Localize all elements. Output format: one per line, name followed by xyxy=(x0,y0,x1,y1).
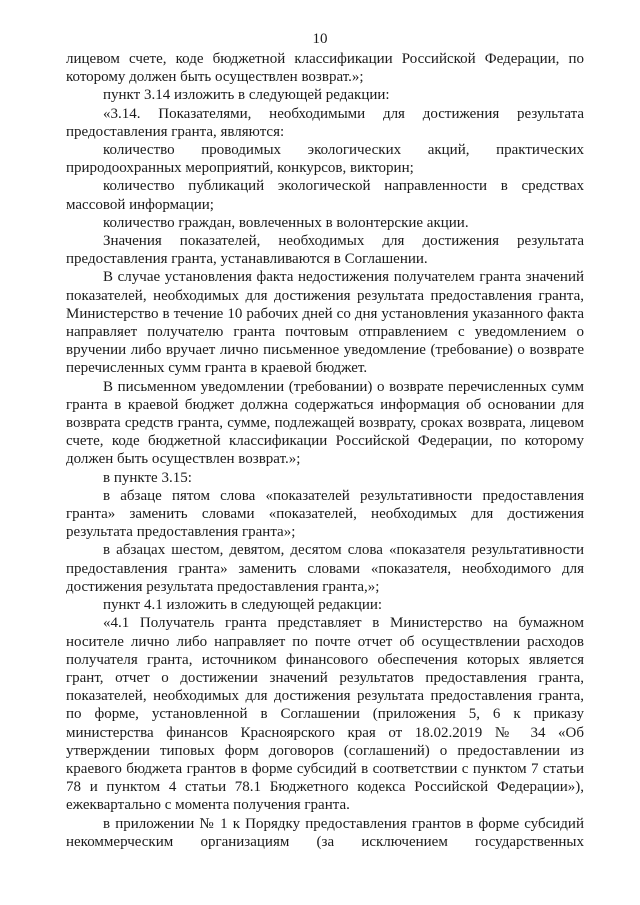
paragraph-7: Значения показателей, необходимых для достижения результата предоставления гранта, устанавливаются в Соглашении. xyxy=(66,233,584,268)
paragraph-6: количество граждан, вовлеченных в волонтерские акции. xyxy=(103,214,469,231)
paragraph-11: в абзаце пятом слова «показателей результативности предоставления гранта» заменить словами «показателей, необходимых для достижения результата предоставления гранта»; xyxy=(66,487,584,541)
page-number: 10 xyxy=(312,31,328,47)
paragraph-14: «4.1 Получатель гранта представляет в Министерство на бумажном носителе лично либо направляет по почте отчет об осуществлении расходов получателя гранта, источником финансового обеспечения которых является грант, отчет о достижении значений результатов предоставления гранта, показателей, необходимых для достижения результата предоставления гранта, по форме, установленной в Соглашении (приложения 5, 6 к приказу министерства финансов Красноярского края от 18.02.2019 № 34 «Об утверждении типовых форм договоров (соглашений) о предоставлении из краевого бюджета грантов в форме субсидий в соответствии с пунктом 7 статьи 78 и пунктом 4 статьи 78.1 Бюджетного кодекса Российской Федерации»), ежеквартально с момента получения гранта. xyxy=(66,615,584,814)
paragraph-15: в приложении № 1 к Порядку предоставления грантов в форме субсидий некоммерческим организациям (за исключением государственных xyxy=(66,815,584,850)
paragraph-10: в пункте 3.15: xyxy=(103,469,192,486)
paragraph-3: «3.14. Показателями, необходимыми для достижения результата предоставления гранта, являются: xyxy=(66,105,584,140)
paragraph-13: пункт 4.1 изложить в следующей редакции: xyxy=(103,597,383,614)
paragraph-4: количество проводимых экологических акций, практических природоохранных мероприятий, конкурсов, викторин; xyxy=(66,142,584,177)
paragraph-1: лицевом счете, коде бюджетной классификации Российской Федерации, по которому должен быть осуществлен возврат.»; xyxy=(66,51,584,86)
paragraph-9: В письменном уведомлении (требовании) о возврате перечисленных сумм гранта в краевой бюджет должна содержаться информация об основании для возврата средств гранта, сумме, подлежащей возврату, сроках возврата, лицевом счете, коде бюджетной классификации Российской Федерации, по которому должен быть осуществлен возврат.»; xyxy=(66,378,584,468)
document-body xyxy=(66,50,584,851)
paragraph-12: в абзацах шестом, девятом, десятом слова «показателя результативности предоставления гранта» заменить словами «показателя, необходимого для достижения результата предоставления гранта,»; xyxy=(66,542,584,595)
paragraph-5: количество публикаций экологической направленности в средствах массовой информации; xyxy=(66,178,584,213)
paragraph-8: В случае установления факта недостижения получателем гранта значений показателей, необходимых для достижения результата предоставления гранта, Министерство в течение 10 рабочих дней со дня установления указанного факта направляет получателю гранта почтовым отправлением с уведомлением о вручении либо вручает лично письменное уведомление (требование) о возврате перечисленных сумм гранта в краевой бюджет. xyxy=(66,269,584,377)
paragraph-2: пункт 3.14 изложить в следующей редакции: xyxy=(103,87,390,104)
